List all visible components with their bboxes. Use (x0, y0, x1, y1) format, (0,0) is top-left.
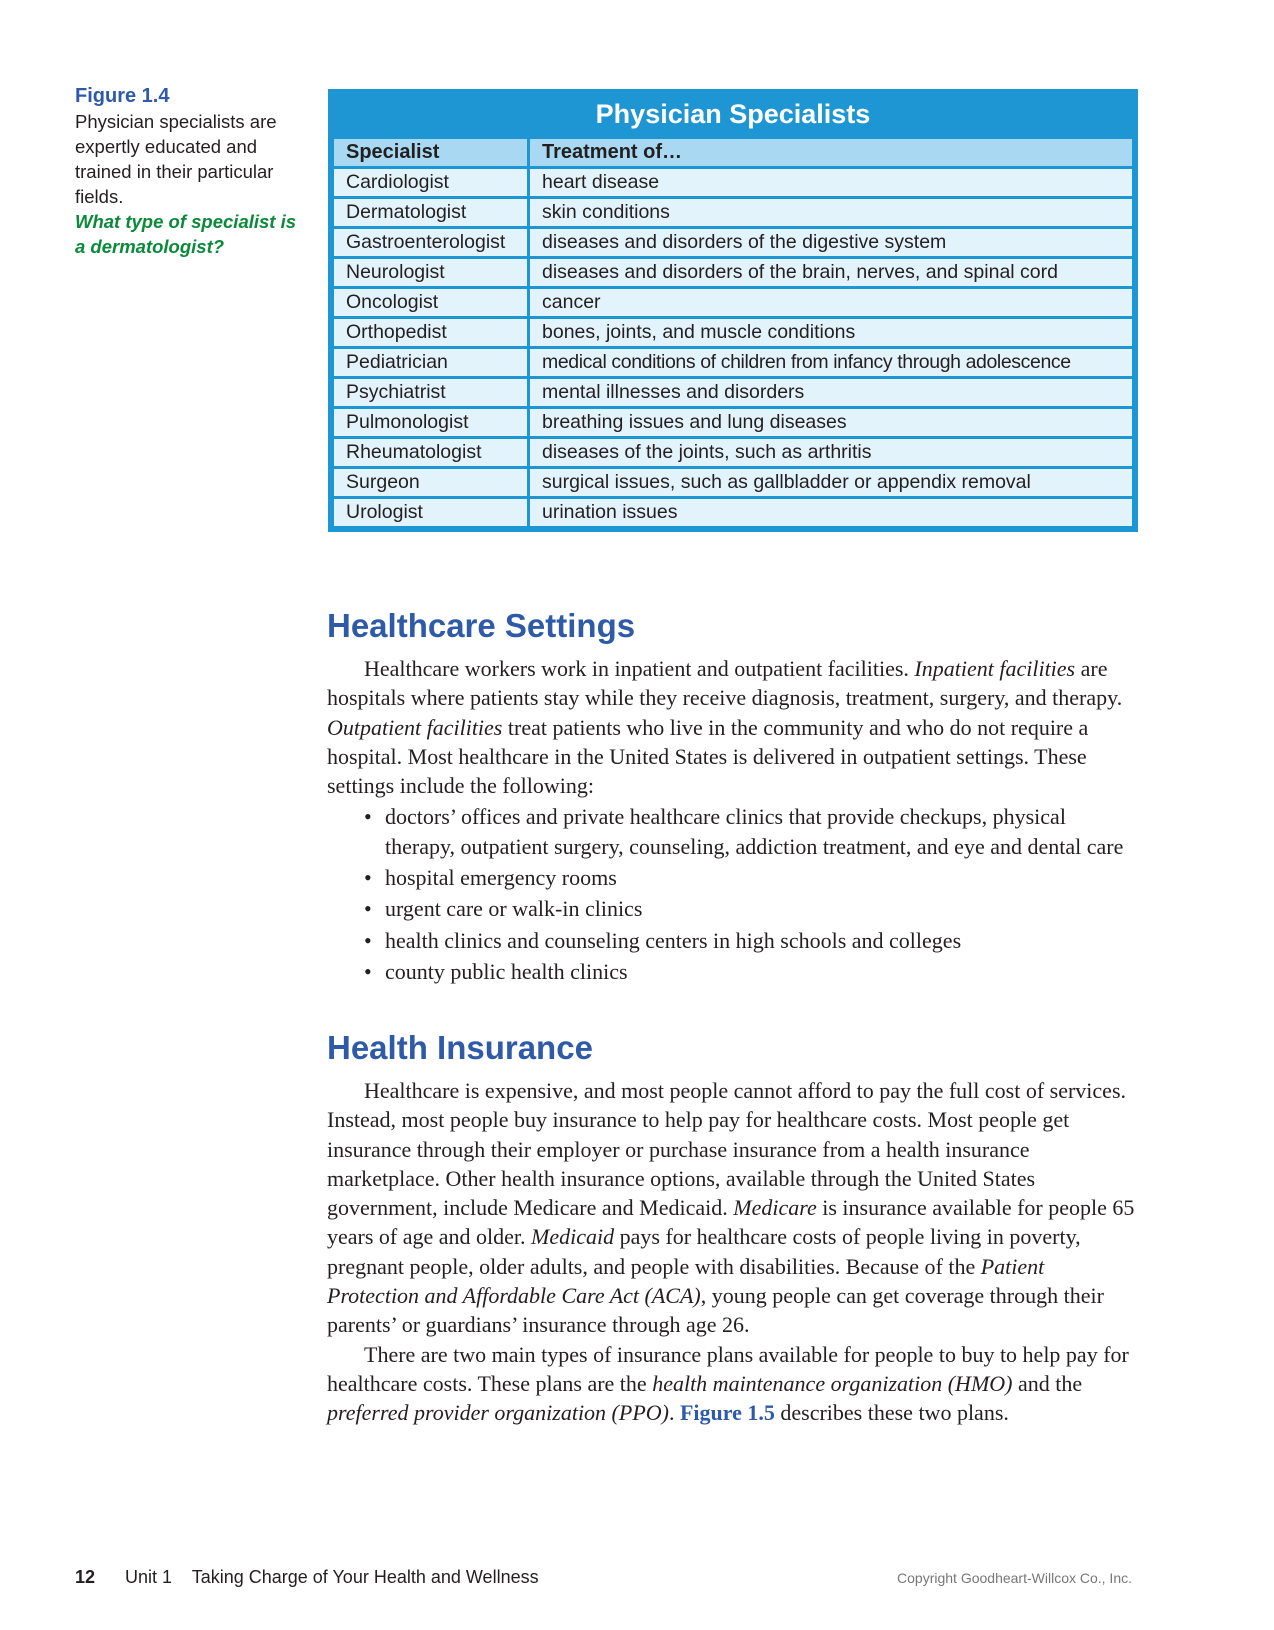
settings-list (327, 802, 1137, 986)
section-heading: Health Insurance (327, 1029, 593, 1066)
specialist-cell: Urologist (333, 498, 529, 528)
specialist-cell: Surgeon (333, 468, 529, 498)
table-row (333, 408, 1134, 438)
specialist-cell: Pulmonologist (333, 408, 529, 438)
specialist-cell: Neurologist (333, 258, 529, 288)
treatment-cell: diseases of the joints, such as arthritis (529, 438, 1134, 468)
table-header-row (333, 138, 1134, 168)
treatment-cell: diseases and disorders of the digestive system (529, 228, 1134, 258)
treatment-cell: surgical issues, such as gallbladder or appendix removal (529, 468, 1134, 498)
physician-specialists-table (328, 89, 1138, 532)
text-run: and the (1012, 1370, 1083, 1396)
body-paragraph (327, 654, 1137, 800)
term-ppo: preferred provider organization (PPO) (327, 1400, 669, 1426)
specialist-cell: Psychiatrist (333, 378, 529, 408)
page-footer (75, 1567, 1132, 1593)
specialist-cell: Rheumatologist (333, 438, 529, 468)
text-run: There are two main types of insurance plans available for people to buy to help pay for healthcare costs. These plans are the (327, 1341, 1129, 1396)
text-run: pays for healthcare costs of people living in poverty, pregnant people, older adults, and people with disabilities. Because of the (327, 1224, 1081, 1279)
term-inpatient: Inpatient facilities (914, 656, 1076, 681)
treatment-cell: bones, joints, and muscle conditions (529, 318, 1134, 348)
treatment-cell: heart disease (529, 168, 1134, 198)
term-outpatient: Outpatient facilities (327, 714, 503, 740)
body-paragraph (327, 1076, 1137, 1340)
text-run: Healthcare workers work in inpatient and outpatient facilities. (364, 656, 915, 681)
treatment-cell: skin conditions (529, 198, 1134, 228)
page-number: 12 (75, 1567, 96, 1587)
list-item: • county public health clinics (364, 957, 1137, 986)
text-run: are hospitals where patients stay while they receive diagnosis, treatment, surgery, and therapy. (327, 656, 1123, 711)
figure-question: What type of specialist is a dermatologist? (75, 211, 297, 257)
table-row (333, 378, 1134, 408)
healthcare-settings-section (327, 606, 1137, 988)
term-aca: Patient Protection and Affordable Care Act (ACA) (327, 1253, 1045, 1309)
table-row (333, 498, 1134, 528)
specialist-cell: Orthopedist (333, 318, 529, 348)
header-treatment: Treatment of… (529, 138, 1134, 168)
specialist-cell: Oncologist (333, 288, 529, 318)
specialist-cell: Dermatologist (333, 198, 529, 228)
figure-reference-link[interactable]: Figure 1.5 (679, 1400, 775, 1426)
specialist-cell: Cardiologist (333, 168, 529, 198)
list-item: • doctors’ offices and private healthcare clinics that provide checkups, physical therapy, outpatient surgery, counseling, addiction treatment, and eye and dental care (364, 802, 1137, 861)
table-row (333, 468, 1134, 498)
treatment-cell: cancer (529, 288, 1134, 318)
body-paragraph (327, 1340, 1137, 1428)
copyright: Copyright Goodheart-Willcox Co., Inc. (897, 1570, 1132, 1586)
figure-label: Figure 1.4 (75, 85, 170, 107)
text-run: , young people can get coverage through their parents’ or guardians’ insurance through age 26. (327, 1283, 1104, 1338)
text-run: is insurance available for people 65 years of age and older. (327, 1195, 1135, 1250)
specialist-cell: Gastroenterologist (333, 228, 529, 258)
table-row (333, 228, 1134, 258)
table-row (333, 288, 1134, 318)
header-specialist: Specialist (333, 138, 529, 168)
table-row (333, 318, 1134, 348)
list-item: • urgent care or walk-in clinics (364, 894, 1137, 923)
term-medicaid: Medicaid (531, 1224, 615, 1250)
term-medicare: Medicare (733, 1195, 817, 1221)
text-run: treat patients who live in the community and who do not require a hospital. Most healthcare in the United States is delivered in outpatient settings. These settings include the following: (327, 714, 1089, 799)
list-item: • health clinics and counseling centers in high schools and colleges (364, 926, 1137, 955)
health-insurance-section (327, 1028, 1137, 1428)
table-row (333, 168, 1134, 198)
table-row (333, 438, 1134, 468)
text-run: . (668, 1400, 680, 1426)
figure-caption-text: Physician specialists are expertly educated and trained in their particular fields. (75, 111, 277, 207)
specialist-cell: Pediatrician (333, 348, 529, 378)
treatment-cell: urination issues (529, 498, 1134, 528)
table-row (333, 258, 1134, 288)
figure-caption (75, 84, 305, 259)
table-row (333, 198, 1134, 228)
treatment-cell: diseases and disorders of the brain, nerves, and spinal cord (529, 258, 1134, 288)
unit-title: Unit 1 Taking Charge of Your Health and Wellness (125, 1567, 539, 1587)
specialists-table (331, 136, 1135, 529)
list-item: • hospital emergency rooms (364, 863, 1137, 892)
treatment-cell: mental illnesses and disorders (529, 378, 1134, 408)
text-run: Healthcare is expensive, and most people cannot afford to pay the full cost of services. Instead, most people buy insurance to help pay for healthcare costs. Most people get insurance through their employer or purchase insurance from a health insurance marketplace. Other health insurance options, available through the United States government, include Medicare and Medicaid. (327, 1078, 1127, 1221)
term-hmo: health maintenance organization (HMO) (652, 1370, 1013, 1396)
text-run: describes these two plans. (774, 1400, 1009, 1426)
section-heading: Healthcare Settings (327, 607, 636, 644)
table-row (333, 348, 1134, 378)
table-title: Physician Specialists (331, 92, 1135, 136)
treatment-cell: medical conditions of children from infancy through adolescence (529, 348, 1134, 378)
treatment-cell: breathing issues and lung diseases (529, 408, 1134, 438)
